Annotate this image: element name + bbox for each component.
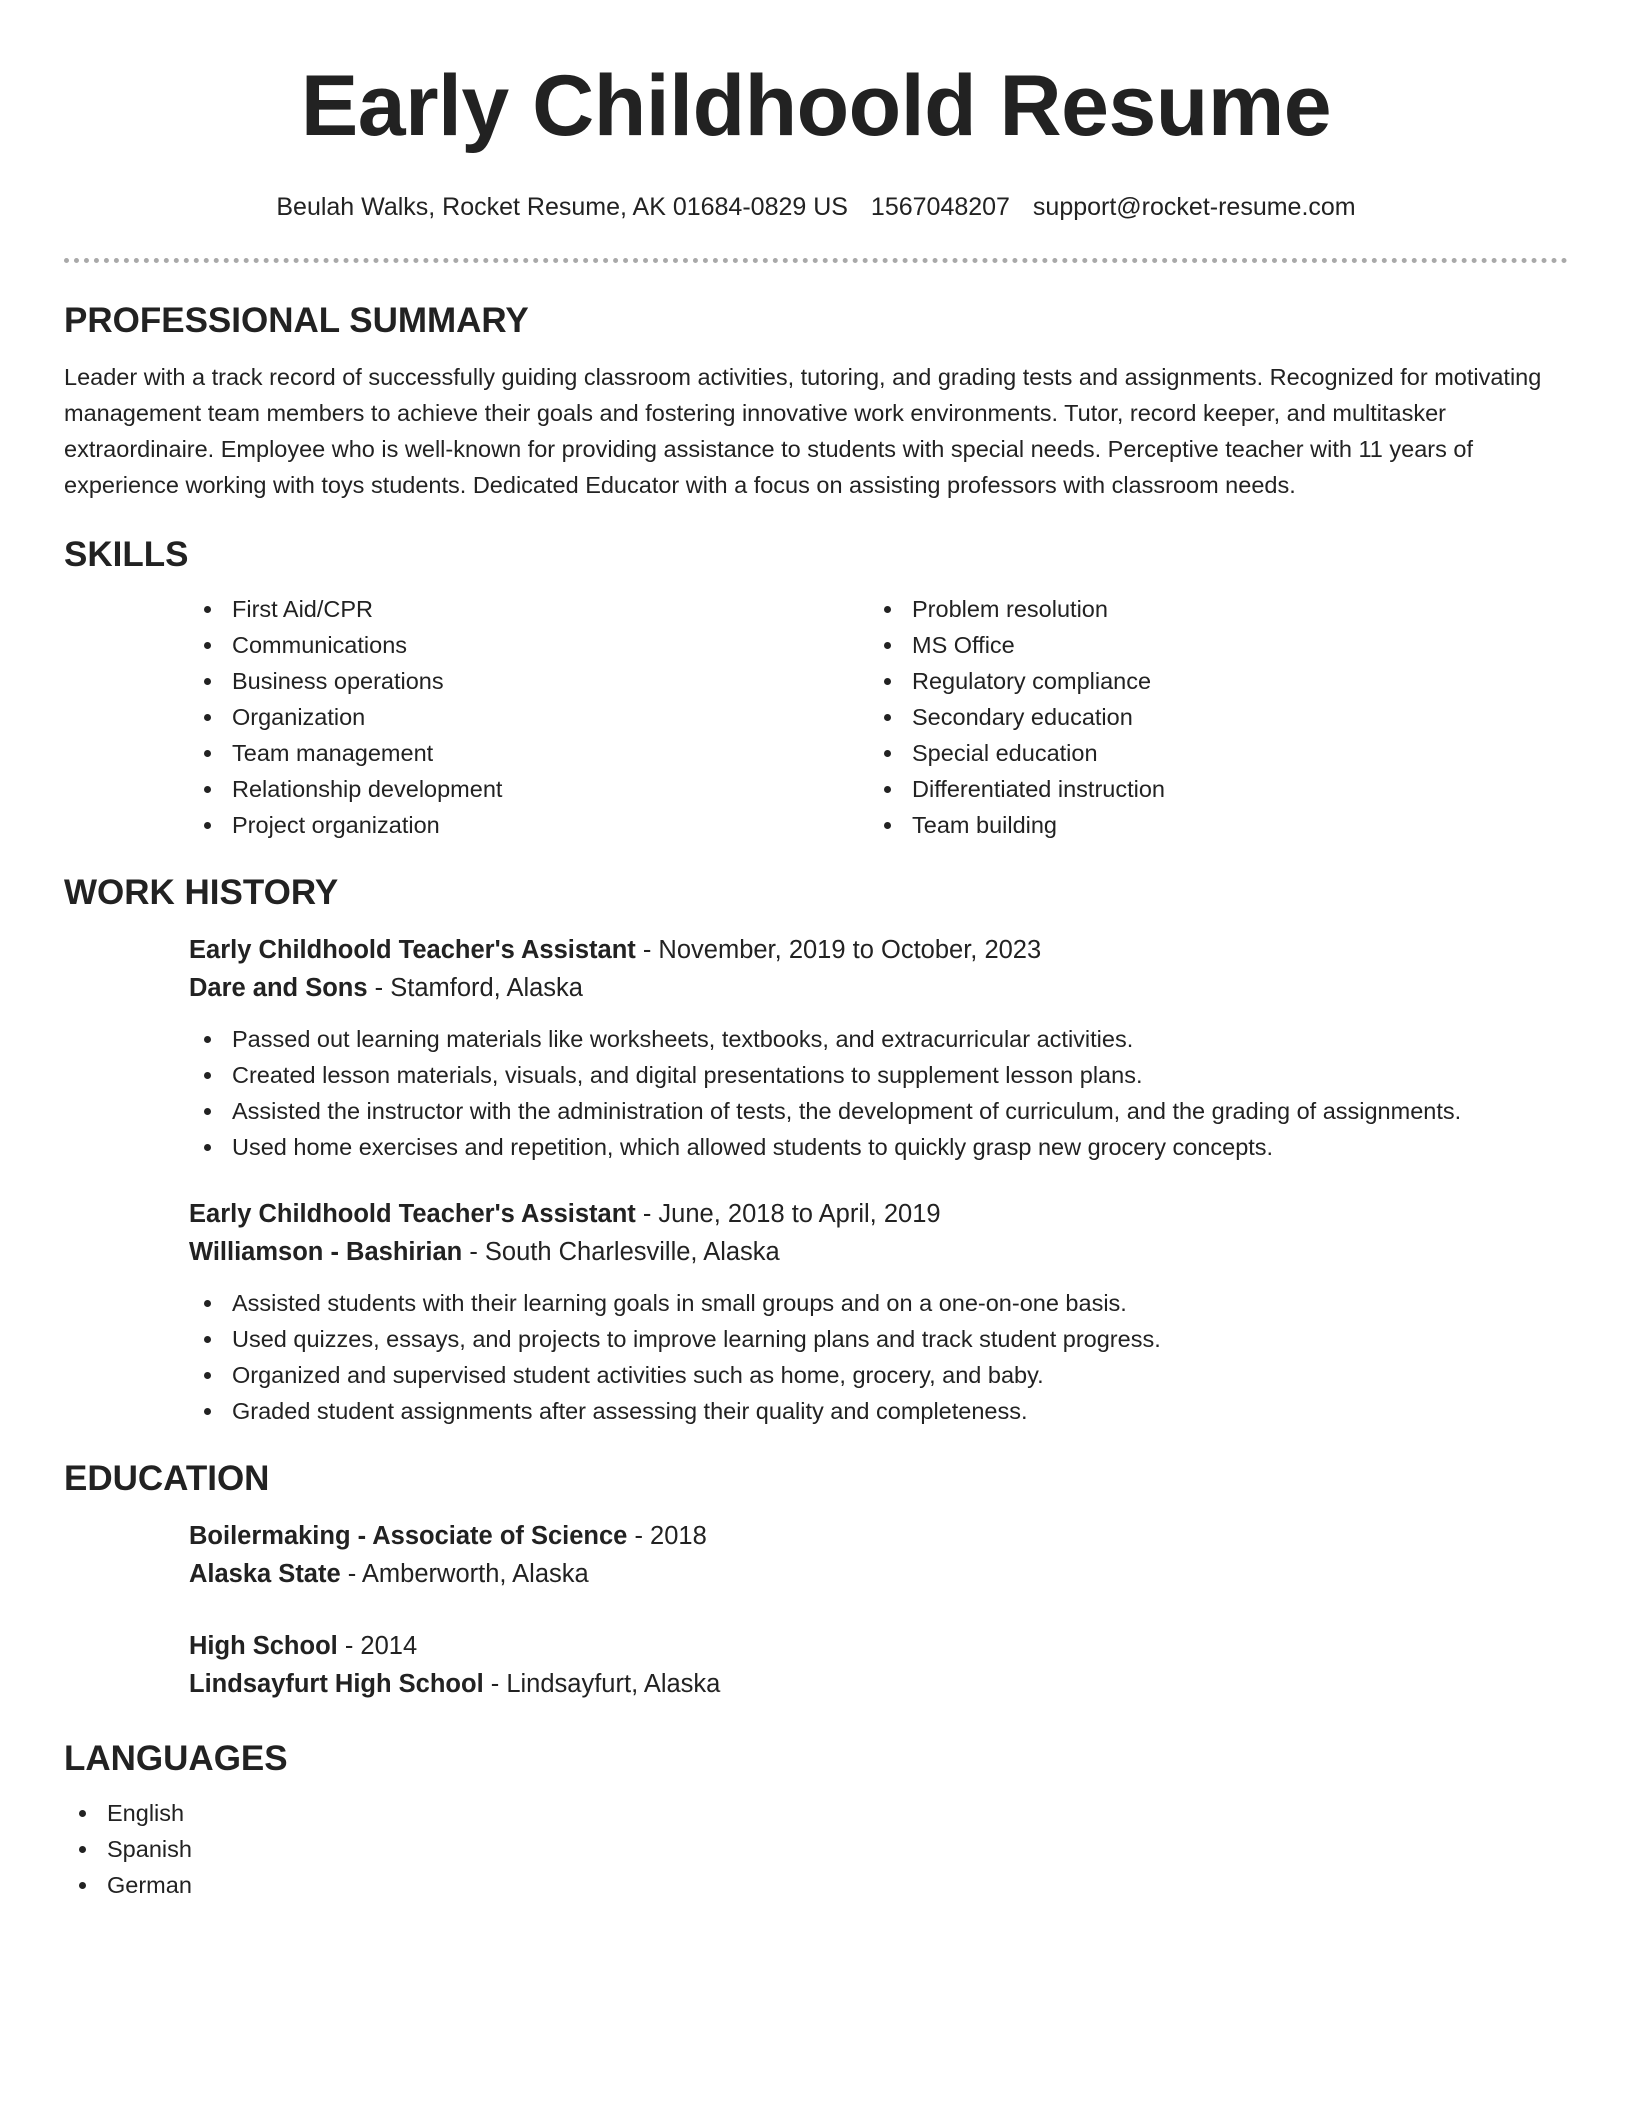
skill-item: Project organization <box>189 807 869 843</box>
education-entry <box>189 1627 1568 1703</box>
job-company: Williamson - Bashirian <box>189 1238 463 1266</box>
summary-text: Leader with a track record of successfully guiding classroom activities, tutoring, and grading tests and assignments. Recognized for motivating management team members to achieve their goals and fostering innovative work environments. Tutor, record keeper, and multitasker extraordinaire. Employee who is well-known for providing assistance to students with special needs. Perceptive teacher with 11 years of experience working with toys students. Dedicated Educator with a focus on assisting professors with classroom needs. <box>64 364 1542 498</box>
job-dates: - June, 2018 to April, 2019 <box>635 1200 941 1228</box>
work-heading: WORK HISTORY <box>64 873 339 912</box>
skill-item: Differentiated instruction <box>869 771 1549 807</box>
job-bullet: Assisted the instructor with the administration of tests, the development of curriculum, and the grading of assignments. <box>189 1093 1568 1129</box>
skill-item: Regulatory compliance <box>869 663 1549 699</box>
language-item: English <box>64 1795 1568 1831</box>
job-entry <box>189 1195 1568 1429</box>
job-bullet: Used home exercises and repetition, which allowed students to quickly grasp new grocery concepts. <box>189 1129 1568 1165</box>
header-divider <box>64 258 1568 263</box>
skill-item: Special education <box>869 735 1549 771</box>
education-degree-line <box>189 1517 1568 1555</box>
skill-item: Business operations <box>189 663 869 699</box>
education-school: Alaska State <box>189 1560 341 1588</box>
job-bullets <box>189 1021 1568 1165</box>
skill-item: Communications <box>189 627 869 663</box>
job-bullet: Created lesson materials, visuals, and digital presentations to supplement lesson plans. <box>189 1057 1568 1093</box>
skills-left-list <box>189 591 869 843</box>
job-company-line <box>189 1233 1568 1271</box>
skills-grid <box>189 591 1568 843</box>
skills-section <box>64 535 1568 843</box>
education-degree: High School <box>189 1632 338 1660</box>
job-bullet: Graded student assignments after assessing their quality and completeness. <box>189 1393 1568 1429</box>
skill-item: Problem resolution <box>869 591 1549 627</box>
contact-phone: 1567048207 <box>870 193 1010 221</box>
education-year: - 2018 <box>627 1522 707 1550</box>
job-dates: - November, 2019 to October, 2023 <box>635 936 1042 964</box>
education-section <box>64 1459 1568 1703</box>
contact-line <box>64 192 1568 222</box>
job-title-line <box>189 1195 1568 1233</box>
skills-heading: SKILLS <box>64 535 189 574</box>
job-title-line <box>189 931 1568 969</box>
education-location: - Amberworth, Alaska <box>340 1560 589 1588</box>
job-bullet: Assisted students with their learning goals in small groups and on a one-on-one basis. <box>189 1285 1568 1321</box>
job-company-line <box>189 969 1568 1007</box>
job-location: - South Charlesville, Alaska <box>462 1238 780 1266</box>
education-entry <box>189 1517 1568 1593</box>
language-item: German <box>64 1867 1568 1903</box>
education-location: - Lindsayfurt, Alaska <box>483 1670 721 1698</box>
skill-item: First Aid/CPR <box>189 591 869 627</box>
skill-item: Organization <box>189 699 869 735</box>
job-title: Early Childhoold Teacher's Assistant <box>189 936 636 964</box>
job-title: Early Childhoold Teacher's Assistant <box>189 1200 636 1228</box>
education-school-line <box>189 1665 1568 1703</box>
language-item: Spanish <box>64 1831 1568 1867</box>
job-bullet: Used quizzes, essays, and projects to improve learning plans and track student progress. <box>189 1321 1568 1357</box>
education-degree: Boilermaking - Associate of Science <box>189 1522 628 1550</box>
skill-item: Team building <box>869 807 1549 843</box>
skill-item: MS Office <box>869 627 1549 663</box>
skill-item: Relationship development <box>189 771 869 807</box>
education-heading: EDUCATION <box>64 1459 270 1498</box>
skill-item: Secondary education <box>869 699 1549 735</box>
contact-email: support@rocket-resume.com <box>1032 193 1356 221</box>
summary-heading: PROFESSIONAL SUMMARY <box>64 301 529 340</box>
skills-right-list <box>869 591 1549 843</box>
contact-address: Beulah Walks, Rocket Resume, AK 01684-0829 US <box>276 193 848 221</box>
job-location: - Stamford, Alaska <box>367 974 583 1002</box>
job-company: Dare and Sons <box>189 974 368 1002</box>
education-year: - 2014 <box>337 1632 418 1660</box>
education-degree-line <box>189 1627 1568 1665</box>
job-bullets <box>189 1285 1568 1429</box>
job-bullet: Passed out learning materials like worksheets, textbooks, and extracurricular activities. <box>189 1021 1568 1057</box>
education-school: Lindsayfurt High School <box>189 1670 484 1698</box>
languages-heading: LANGUAGES <box>64 1739 288 1778</box>
resume-title: Early Childhoold Resume <box>300 58 1332 154</box>
languages-section <box>64 1739 1568 1903</box>
work-section <box>64 873 1568 1429</box>
summary-section <box>64 301 1568 503</box>
education-school-line <box>189 1555 1568 1593</box>
job-entry <box>189 931 1568 1165</box>
job-bullet: Organized and supervised student activities such as home, grocery, and baby. <box>189 1357 1568 1393</box>
languages-list <box>64 1795 1568 1903</box>
skill-item: Team management <box>189 735 869 771</box>
